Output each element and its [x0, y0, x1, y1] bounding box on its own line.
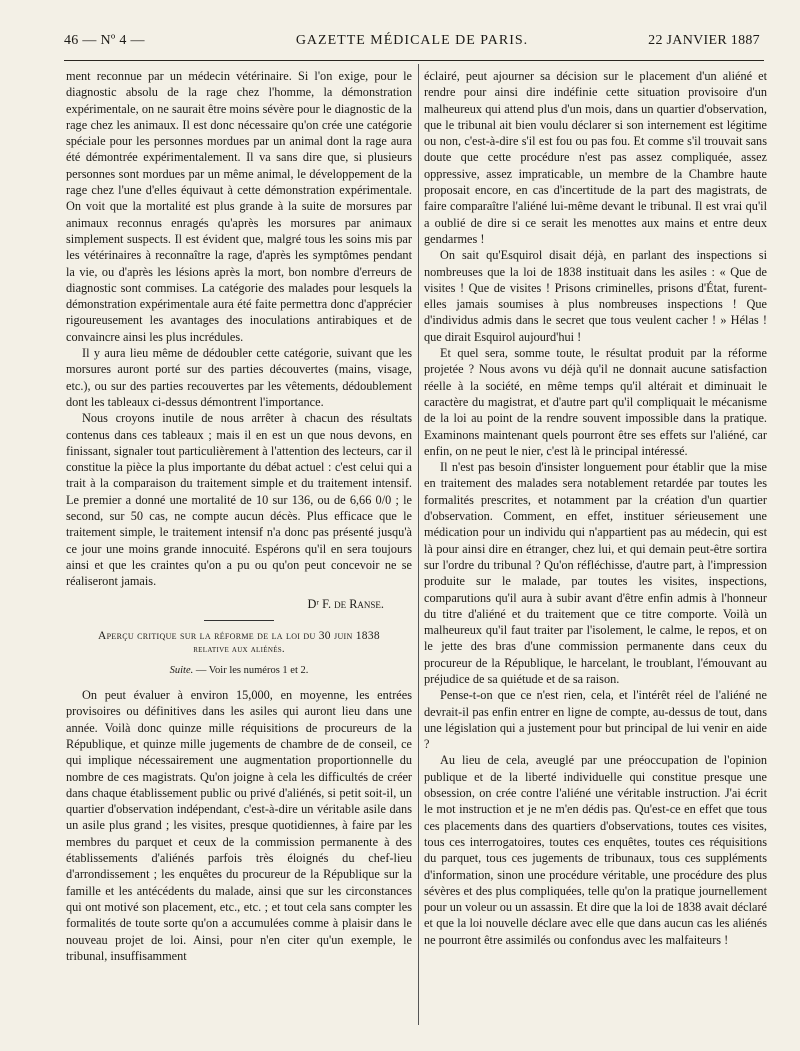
- section-separator: [204, 620, 274, 621]
- signature-name: de Ranse.: [334, 596, 384, 611]
- article-paragraph: On peut évaluer à environ 15,000, en moyenne, les entrées provisoires ou définitives dans les asiles qui auront lieu dans une année. Voilà donc quinze mille réquisitions de procureurs de la République, et quinze mille jugements de chambre de de conseil, ce qui implique nécessairement une augmentation proportionnelle du nombre de ces magistrats. Qu'on joigne à cela les difficultés de créer dans chaque établissement public ou privé d'aliénés, si petit soit-il, un quartier d'observation indépendant, c'est-à-dire un véritable asile dans un asile plus grand ; les visites, presque quotidiennes, à faire par les membres du parquet et ceux de la commission permanente à des établissements d'aliénés parfois très éloignés du chef-lieu d'arrondissement ; les enquêtes du procureur de la République sur la famille et les antécédents du malade, ainsi que sur les circonstances qui ont motivé son placement, etc., etc. ; et tout cela sans compter les formalités de toute sorte qu'on a accumulées comme à plaisir dans le nouveau projet de loi. Ainsi, pour n'en citer qu'un exemple, le tribunal, insuffisamment: [66, 688, 412, 963]
- article-paragraph: Pense-t-on que ce n'est rien, cela, et l'intérêt réel de l'aliéné ne devrait-il pas enfin entrer en ligne de compte, au-dessus de tout, dans une législation qui a justement pour but principal de lui venir en aide ?: [424, 688, 767, 752]
- article-paragraph: ment reconnue par un médecin vétérinaire. Si l'on exige, pour le diagnostic absolu de la rage chez l'homme, la démonstration expérimentale, on ne saurait être moins sévère pour le diagnostic de la rage chez les animaux. Il est donc nécessaire qu'on crée une catégorie spéciale pour les personnes mordues par un animal dont la rage aura été démontrée expérimentalement. Il va sans dire que, si plusieurs personnes sont mordues par un même animal, le développement de la rage chez l'une d'elles équivaut à cette démonstration expérimentale. On voit que la mortalité est plus grande à la suite de morsures par animaux reconnus enragés qu'après les morsures par animaux simplement suspects. Il est évident que, malgré tous les soins mis par les vétérinaires à reconnaître la rage, d'après les symptômes pendant la vie, ou d'après les lésions après la mort, bon nombre d'erreurs de diagnostic sont commises. La catégorie des malades pour lesquels la démonstration expérimentale aura été faite permettra donc d'apprécier rigoureusement les avantages des inoculations antirabiques et de convaincre ainsi les plus incrédules.: [66, 69, 412, 344]
- suite-label: Suite.: [169, 664, 194, 676]
- article-paragraph: Au lieu de cela, aveuglé par une préoccupation de l'opinion publique et de la liberté individuelle qui constitue presque une obsession, on crée contre l'aliéné une véritable instruction. J'ai écrit le mot instruction et je ne m'en dédis pas. Qu'est-ce en effet que tous ces placements dans des quartiers d'observations, toutes ces visites, tous ces interrogatoires, toutes ces enquêtes, toutes ces réquisitions du parquet, tous ces jugements de tribunaux, tous ces suppléments d'information, sinon une procédure véritable, une procédure des plus sévères et des plus compliquées, telle qu'on la pratique journellement pour un voleur ou un assassin. Et dire que la loi de 1838 avait déclaré et que la loi nouvelle déclare avec elle que dans aucun cas les aliénés ne pourront être assimilés ou confondus avec les malfaiteurs !: [424, 753, 767, 947]
- page-header: [64, 33, 760, 53]
- journal-title: GAZETTE MÉDICALE DE PARIS.: [295, 33, 529, 48]
- article-paragraph: Nous croyons inutile de nous arrêter à chacun des résultats contenus dans ces tableaux ; mais il en est un que nous devons, en finissant, signaler tout particulièrement à l'attention des lecteurs, car il constitue la pièce la plus importante du débat actuel : c'est celui qui a trait à la comparaison du traitement simple et du traitement intensif. Le premier a donné une mortalité de 10 sur 136, ou de 6,66 0/0 ; le second, sur 50 cas, ne compte aucun décès. Plus efficace que le traitement simple, le traitement intensif n'a donc pas présenté jusqu'à ce jour une moins grande innocuité. Espérons qu'il en sera toujours ainsi et que les craintes qu'on a pu ou qu'on peut concevoir ne se réaliseront jamais.: [66, 411, 412, 589]
- suite-reference: — Voir les numéros 1 et 2.: [195, 664, 309, 676]
- article-paragraph: On sait qu'Esquirol disait déjà, en parlant des inspections si nombreuses que la loi de 1838 instituait dans les asiles : « Que de visites ! Que de visites ! Prisons criminelles, prisons d'État, furent-elles jamais soumises à plus nombreuses inspections ! Que d'individus admis dans le secret que tous veulent cacher ! » Hélas ! que dirait Esquirol aujourd'hui !: [424, 248, 767, 344]
- section-title: [66, 629, 412, 657]
- left-column: [66, 68, 412, 1029]
- page-number: 46 — Nº 4 —: [64, 33, 145, 48]
- article-paragraph: Il y aura lieu même de dédoubler cette catégorie, suivant que les morsures auront porté sur des parties découvertes (mains, visage, etc.), ou sur des parties recouvertes par les vêtements, dédoublement dont les tableaux ci-dessus démontrent l'importance.: [66, 346, 412, 409]
- article-paragraph: Et quel sera, somme toute, le résultat produit par la réforme projetée ? Nous avons vu déjà qu'il ne donnait aucune satisfaction réelle à la société, en même temps qu'il altérait et diminuait le caractère du magistrat, et d'autre part qu'il compliquait le mécanisme de la loi au point de la rendre souvent impossible dans la pratique. Examinons maintenant quels pourront être ses effets sur l'aliéné, car enfin, on ne peut le nier, c'est là le principal intéressé.: [424, 346, 767, 458]
- header-rule: [64, 60, 764, 61]
- issue-date: 22 JANVIER 1887: [648, 33, 760, 48]
- author-signature: [66, 596, 384, 612]
- right-column: [424, 68, 767, 1029]
- article-paragraph: Il n'est pas besoin d'insister longuement pour établir que la mise en traitement des malades sera notablement retardée par toutes les formalités prescrites, et notamment par la création d'un quartier d'observation. Comment, en effet, instituer sérieusement une médication pour un individu qui n'appartient pas au médecin, qui est là pour ainsi dire en étranger, chez lui, et qui demain peut-être sortira sur l'ordre du tribunal ? Qu'on réfléchisse, d'autre part, à l'impression produite sur le malade, par toutes les visites, inspections, comparutions qu'il aura à subir avant d'être enfin admis à l'honneur du titre d'aliéné et du traitement que ce titre comporte. Voilà un malheureux qu'il faut traiter par l'isolement, le calme, le repos, et on le jette des bras d'une commission permanente dans ceux du procureur de la République, le harcelant, le troublant, l'émouvant au préjudice de sa quiétude et de sa raison.: [424, 460, 767, 686]
- continuation-note: [66, 663, 412, 679]
- column-divider: [418, 64, 419, 1025]
- section-subtitle: relative aux aliénés.: [193, 643, 285, 655]
- signature-prefix: Dʳ F.: [307, 596, 332, 611]
- section-title-text: Aperçu critique sur la réforme de la loi du 30 juin 1838: [98, 629, 380, 642]
- article-paragraph: éclairé, peut ajourner sa décision sur le placement d'un aliéné et rendre pour ainsi dire indéfinie cette situation provisoire d'un malheureux qui attend plus d'un mois, dans un quartier d'observation, que le tribunal ait bien voulu déclarer si son internement est légitime ou non, c'est-à-dire s'il est fou ou pas fou. Et comme s'il trouvait sans doute que cette procédure n'est pas assez compliquée, assez oppressive, assez impraticable, un membre de la Chambre haute proposait encore, en cas d'incertitude de la part des magistrats, de faire comparaître l'aliéné lui-même devant le tribunal. Il est vrai qu'il a oublié de dire si ce serait les menottes aux mains et entre deux gendarmes !: [424, 69, 767, 246]
